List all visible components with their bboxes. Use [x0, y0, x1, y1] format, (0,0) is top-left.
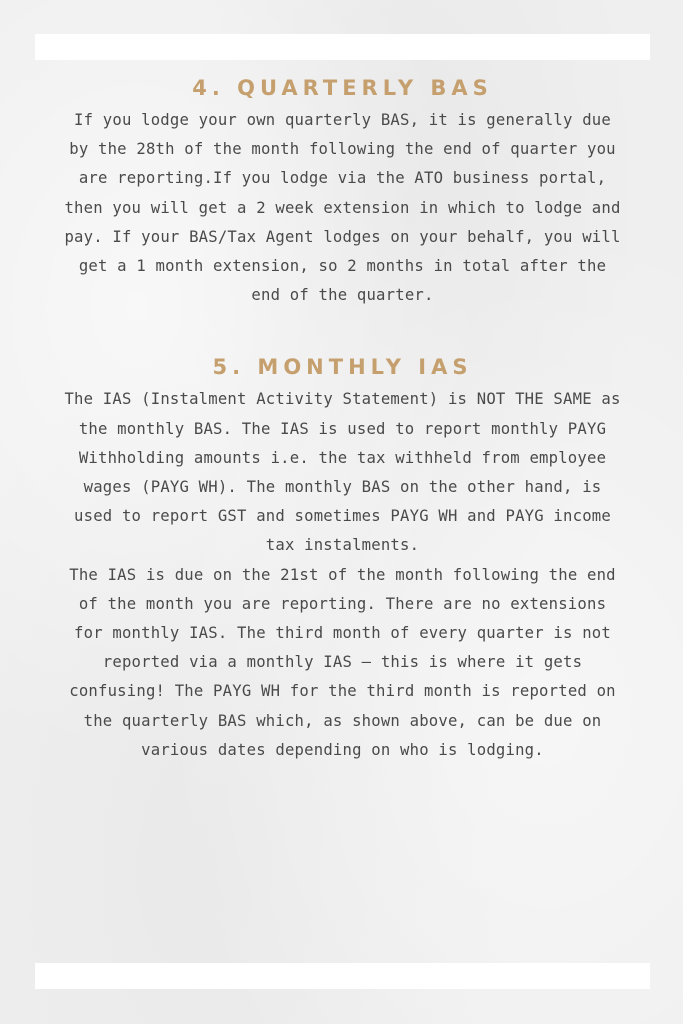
section-heading-quarterly-bas: 4. QUARTERLY BAS [192, 76, 493, 100]
section-spacer [35, 310, 650, 349]
bottom-banner-bar [35, 963, 650, 989]
top-banner-bar [35, 34, 650, 60]
section-paragraph: If you lodge your own quarterly BAS, it is generally due by the 28th of the month following the end of quarter you are reporting.If you lodge via the ATO business portal, then you will get a 2 week extension in which to lodge and pay. If your BAS/Tax Agent lodges on your behalf, you will get a 1 month extension, so 2 months in total after the end of the quarter. [64, 111, 621, 305]
article-content [35, 70, 650, 765]
section-paragraph: The IAS (Instalment Activity Statement) is NOT THE SAME as the monthly BAS. The IAS is used to report monthly PAYG Withholding amounts i.e. the tax withheld from employee wages (PAYG WH). The monthly BAS on the other hand, is used to report GST and sometimes PAYG WH and PAYG income tax instalments. [64, 390, 621, 555]
section-heading-monthly-ias: 5. MONTHLY IAS [212, 355, 473, 380]
section-paragraph: The IAS is due on the 21st of the month following the end of the month you are reporting. There are no extensions for monthly IAS. The third month of every quarter is not reported via a monthly IAS – this is where it gets confusing! The PAYG WH for the third month is reported on the quarterly BAS which, as shown above, can be due on various dates depending on who is lodging. [69, 565, 616, 759]
